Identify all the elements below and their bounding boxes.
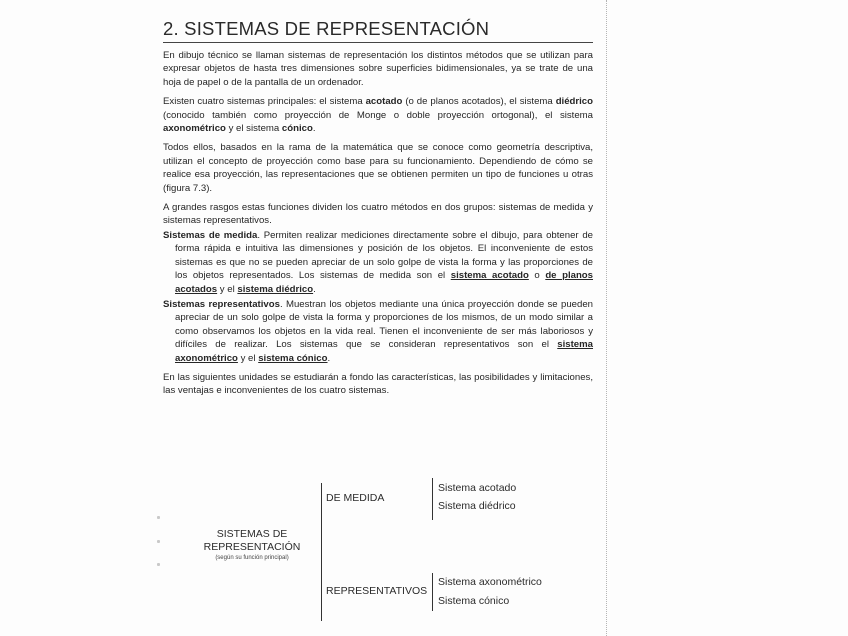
- item-sistema-axonometrico: Sistema axonométrico: [438, 576, 542, 588]
- term-conico: cónico: [281, 123, 313, 135]
- item-sistema-conico: Sistema cónico: [438, 595, 510, 607]
- item-sistema-diedrico: Sistema diédrico: [438, 500, 516, 512]
- underlined-term: sistema diédrico: [237, 283, 314, 295]
- text-run: .: [327, 352, 331, 364]
- text-run: y el: [237, 352, 259, 364]
- paragraph-projection: Todos ellos, basados en la rama de la matemática que se conoce como geometría descriptiva, utilizan el concepto de proyección como base para su funcionamiento. Dependiendo de cómo se realice esa proyección, las representaciones que se obtienen permiten un tipo de funciones u otras (figura 7.3).: [163, 142, 593, 194]
- group-bracket-representative: [432, 573, 433, 611]
- root-note: (según su función principal): [215, 555, 289, 561]
- underlined-term: de planos acotados: [175, 270, 593, 295]
- text-run: .: [313, 283, 316, 295]
- root-label-line2: REPRESENTACIÓN: [203, 541, 301, 553]
- definition-representative-systems: [163, 298, 593, 365]
- definition-term: Sistemas representativos: [163, 298, 280, 310]
- section-heading: 2. SISTEMAS DE REPRESENTACIÓN: [163, 18, 593, 43]
- term-acotado: acotado: [365, 96, 403, 108]
- document-body: [163, 18, 593, 404]
- text-run: Existen cuatro sistemas principales: el sistema: [163, 96, 366, 108]
- term-diedrico: diédrico: [555, 96, 594, 108]
- group-label-representative: REPRESENTATIVOS: [326, 585, 428, 597]
- root-label-line1: SISTEMAS DE: [216, 528, 288, 540]
- definition-term: Sistemas de medida: [163, 229, 258, 241]
- text-run: . Permiten realizar mediciones directamente sobre el dibujo, para obtener de forma rápida e intuitiva las dimensiones y posición de los objetos. El inconveniente de estos sistemas es que no se pueden apreciar de un solo golpe de vista la forma y las proporciones de los objetos representados. Los sistemas de medida son el: [175, 229, 593, 282]
- group-label-measure: DE MEDIDA: [326, 492, 385, 504]
- text-run: (o de planos acotados), el sistema: [402, 96, 556, 108]
- text-run: o: [528, 270, 546, 282]
- paragraph-closing: En las siguientes unidades se estudiarán a fondo las características, las posibilidades y limitaciones, las ventajas e inconvenientes de los cuatro sistemas.: [163, 371, 593, 397]
- text-run: .: [312, 123, 316, 135]
- group-bracket-measure: [432, 478, 433, 520]
- paragraph-main-systems: [163, 95, 593, 135]
- paragraph-intro: En dibujo técnico se llaman sistemas de representación los distintos métodos que se utilizan para expresar objetos de hasta tres dimensiones sobre superficies bidimensionales, ya se trate de una hoja de papel o de la pantalla de un ordenador.: [163, 50, 593, 88]
- term-axonometrico: axonométrico: [163, 123, 226, 135]
- definition-measure-systems: [163, 229, 593, 296]
- item-sistema-acotado: Sistema acotado: [438, 482, 517, 494]
- underlined-term: sistema axonométrico: [175, 339, 593, 364]
- diagram-root: [197, 528, 307, 562]
- text-run: y el sistema: [225, 123, 282, 135]
- page-fold-edge: [606, 0, 607, 636]
- classification-diagram: [0, 470, 606, 620]
- underlined-term: sistema acotado: [450, 270, 529, 282]
- text-run: y el: [217, 283, 238, 295]
- root-bracket: [321, 483, 322, 621]
- underlined-term: sistema cónico: [258, 352, 328, 364]
- paragraph-groups: A grandes rasgos estas funciones dividen los cuatro métodos en dos grupos: sistemas de medida y sistemas representativos.: [163, 202, 593, 227]
- text-run: . Muestran los objetos mediante una única proyección donde se pueden apreciar de un solo golpe de vista la forma y proporciones de los mismos, de un modo similar a como observamos los objetos en la vida real. Tienen el inconveniente de ser más laboriosos y difíciles de realizar. Los sistemas que se consideran representativos son el: [175, 298, 594, 351]
- text-run: (conocido también como proyección de Monge o doble proyección ortogonal), el sistema: [163, 109, 593, 121]
